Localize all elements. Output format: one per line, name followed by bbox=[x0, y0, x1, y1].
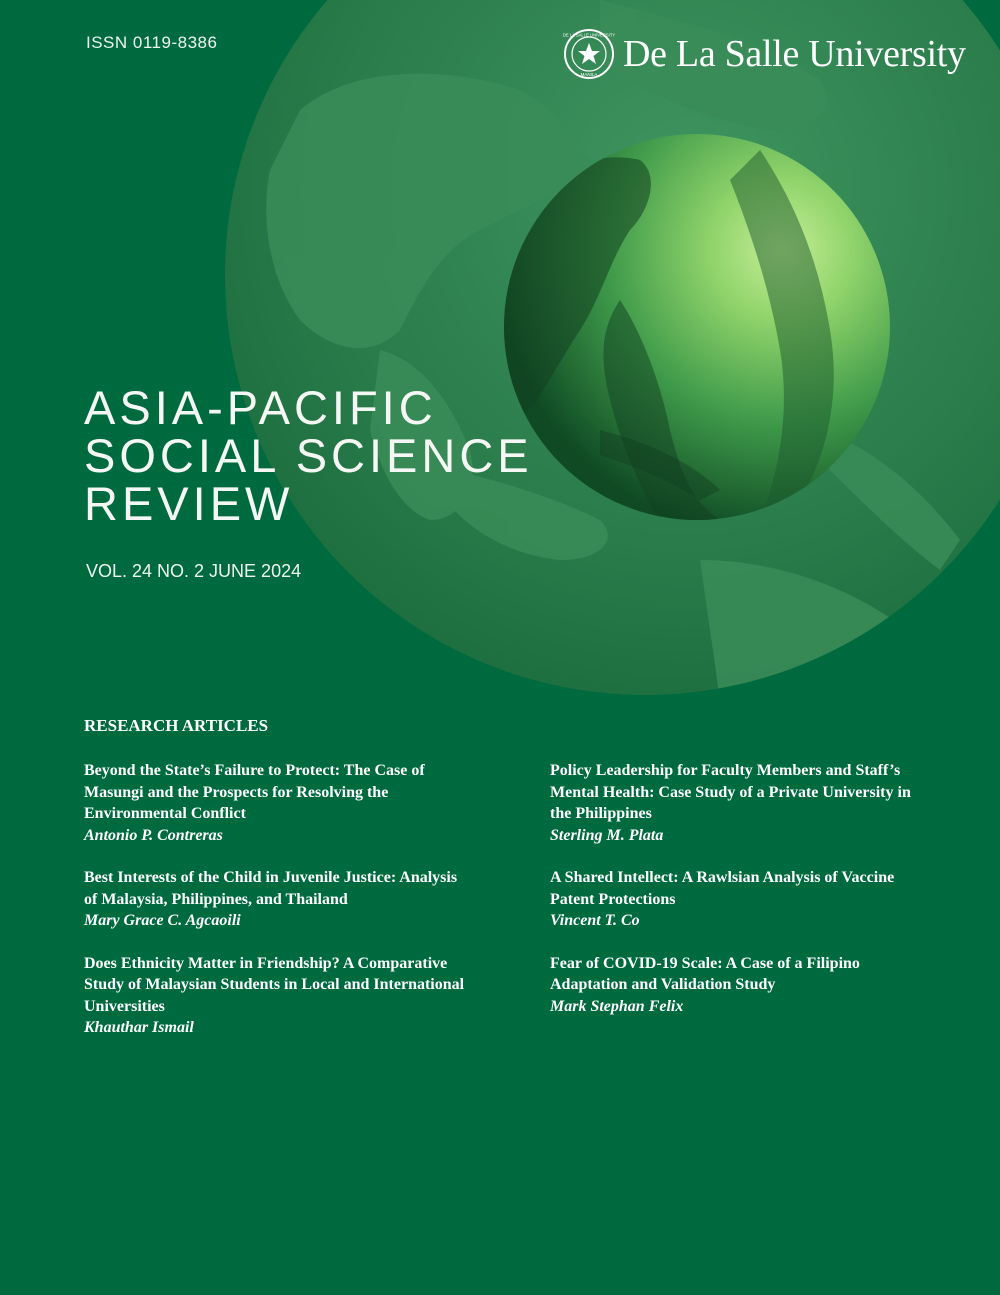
university-seal-icon bbox=[563, 28, 615, 80]
article-entry bbox=[550, 953, 990, 1018]
article-author: Mary Grace C. Agcaoili bbox=[84, 912, 241, 929]
journal-title-line: SOCIAL SCIENCE bbox=[84, 429, 533, 482]
article-entry bbox=[550, 867, 990, 932]
journal-title-line: REVIEW bbox=[84, 477, 294, 530]
article-title-line: Does Ethnicity Matter in Friendship? A Comparative bbox=[84, 954, 448, 972]
issue-info: VOL. 24 NO. 2 JUNE 2024 bbox=[86, 561, 302, 581]
article-author: Sterling M. Plata bbox=[550, 826, 664, 844]
article-title-line: Fear of COVID-19 Scale: A Case of a Filipino bbox=[550, 954, 860, 972]
journal-title-line: ASIA-PACIFIC bbox=[84, 381, 437, 434]
article-title-line: Policy Leadership for Faculty Members and Staff’s bbox=[550, 762, 901, 779]
article-author: Mark Stephan Felix bbox=[550, 997, 684, 1015]
article-title-line: Mental Health: Case Study of a Private University in bbox=[550, 783, 911, 801]
article-title-line: of Malaysia, Philippines, and Thailand bbox=[84, 890, 348, 908]
article-title-line: Environmental Conflict bbox=[84, 805, 246, 822]
journal-title bbox=[84, 381, 533, 530]
issn-number: ISSN 0119-8386 bbox=[86, 33, 218, 52]
article-title-line: the Philippines bbox=[550, 805, 652, 822]
articles-right-column bbox=[550, 760, 990, 1038]
article-title-line: Universities bbox=[84, 997, 165, 1015]
seal-top-text: DE LA SALLE UNIVERSITY bbox=[563, 32, 615, 38]
section-heading: RESEARCH ARTICLES bbox=[84, 716, 269, 735]
article-title-line: A Shared Intellect: A Rawlsian Analysis of Vaccine bbox=[550, 869, 895, 886]
article-title-line: Patent Protections bbox=[550, 890, 676, 908]
article-entry bbox=[550, 760, 990, 846]
article-author: Antonio P. Contreras bbox=[84, 826, 223, 844]
articles-left-column bbox=[84, 760, 524, 1060]
article-title-line: Study of Malaysian Students in Local and International bbox=[84, 976, 465, 993]
article-author: Vincent T. Co bbox=[550, 912, 640, 929]
article-entry bbox=[84, 953, 524, 1039]
article-title-line: Adaptation and Validation Study bbox=[550, 976, 776, 993]
article-author: Khauthar Ismail bbox=[84, 1019, 194, 1036]
article-title-line: Masungi and the Prospects for Resolving the bbox=[84, 783, 389, 801]
seal-bottom-text: MANILA bbox=[580, 72, 598, 77]
article-entry bbox=[84, 760, 524, 846]
publisher-name: De La Salle University bbox=[623, 33, 966, 75]
university-logo bbox=[563, 28, 966, 80]
article-entry bbox=[84, 867, 524, 932]
article-title-line: Best Interests of the Child in Juvenile Justice: Analysis bbox=[84, 869, 458, 886]
article-title-line: Beyond the State’s Failure to Protect: The Case of bbox=[84, 762, 425, 779]
